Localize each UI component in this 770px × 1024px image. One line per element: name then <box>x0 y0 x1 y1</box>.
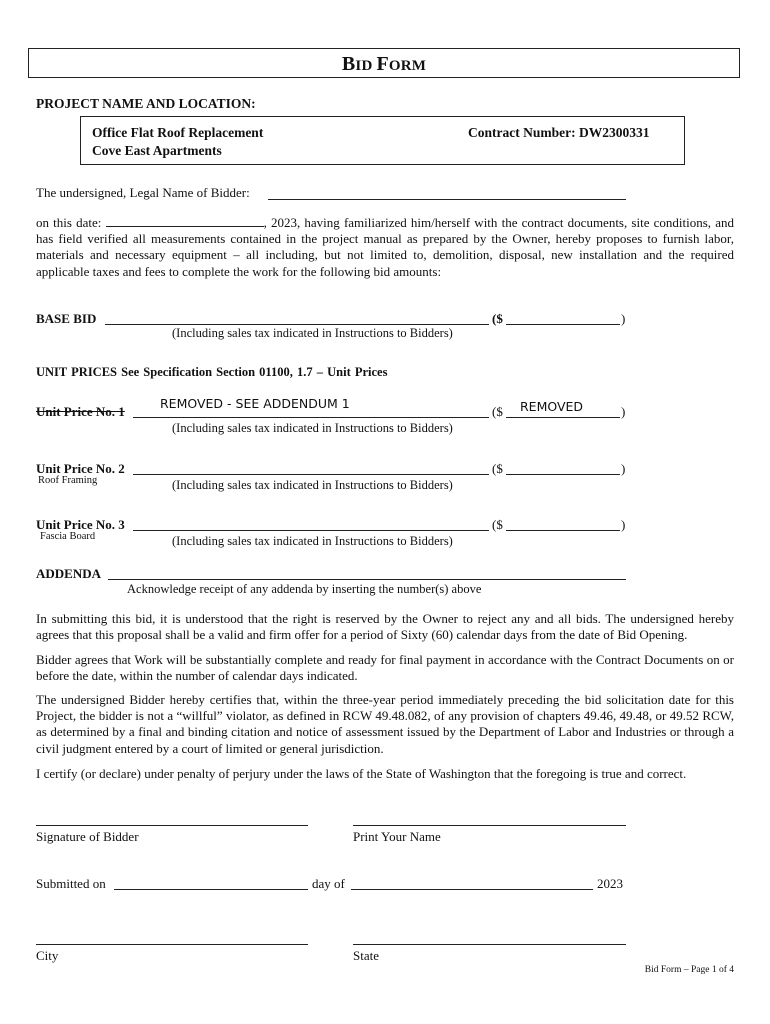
unit-price-2-amount-field[interactable] <box>506 474 620 475</box>
project-box <box>80 116 685 165</box>
project-name: Office Flat Roof Replacement <box>92 125 264 140</box>
addenda-field[interactable] <box>108 579 626 580</box>
base-bid-amount-field[interactable] <box>506 324 620 325</box>
print-name-line[interactable] <box>353 825 626 826</box>
addenda-label: ADDENDA <box>36 566 101 581</box>
bidder-name-field[interactable] <box>268 199 626 200</box>
unit-price-1-label: Unit Price No. 1 <box>36 404 125 419</box>
unit-price-2-close: ) <box>621 461 626 476</box>
submitted-day-field[interactable] <box>114 889 308 890</box>
title-part: B <box>341 53 356 75</box>
unit-price-2-dollar: ($ <box>492 461 503 476</box>
base-bid-words-field[interactable] <box>105 324 489 325</box>
bid-date-field[interactable] <box>106 216 264 227</box>
state-label: State <box>353 948 379 963</box>
unit-price-1-note: (Including sales tax indicated in Instructions to Bidders) <box>172 421 453 435</box>
date-prefix: on this date: <box>36 215 102 230</box>
base-bid-close: ) <box>621 311 626 326</box>
page-footer: Bid Form – Page 1 of 4 <box>644 965 734 975</box>
unit-price-1-close: ) <box>621 404 626 419</box>
unit-price-1-words-field[interactable] <box>133 417 489 418</box>
intro-paragraph <box>36 215 734 280</box>
base-bid-note: (Including sales tax indicated in Instructions to Bidders) <box>172 326 453 340</box>
project-heading: PROJECT NAME AND LOCATION: <box>36 96 256 111</box>
title-part: F <box>376 53 389 75</box>
addenda-note: Acknowledge receipt of any addenda by inserting the number(s) above <box>127 582 482 596</box>
unit-price-2-sub: Roof Framing <box>38 475 98 486</box>
completion-paragraph: Bidder agrees that Work will be substantially complete and ready for final payment in accordance with the Contract Documents on or before the date, within the number of calendar days indicated. <box>36 652 734 684</box>
submitted-month-field[interactable] <box>351 889 593 890</box>
bidder-label: The undersigned, Legal Name of Bidder: <box>36 185 250 200</box>
title-part: ORM <box>388 58 427 74</box>
unit-price-3-words-field[interactable] <box>133 530 489 531</box>
perjury-paragraph: I certify (or declare) under penalty of perjury under the laws of the State of Washington that the foregoing is true and correct. <box>36 766 687 781</box>
day-of-label: day of <box>312 876 345 891</box>
state-line[interactable] <box>353 944 626 945</box>
unit-price-3-amount-field[interactable] <box>506 530 620 531</box>
city-line[interactable] <box>36 944 308 945</box>
signature-label: Signature of Bidder <box>36 829 139 844</box>
print-name-label: Print Your Name <box>353 829 441 844</box>
intro-text: , 2023, having familiarized him/herself with the contract documents, site conditions, and has field verified all measurements contained in the project manual as prepared by the Owner, hereby proposes to furnish labor, materials and necessary equipment – all including, but not limited to, demolition, disposal, new installation and the required applicable taxes and fees to complete the work for the following bid amounts: <box>36 215 734 279</box>
unit-price-2-words-field[interactable] <box>133 474 489 475</box>
form-title <box>28 48 740 78</box>
title-part: ID <box>355 58 377 74</box>
unit-price-2-label: Unit Price No. 2 <box>36 461 125 476</box>
unit-price-3-sub: Fascia Board <box>40 531 96 542</box>
submitted-label: Submitted on <box>36 876 106 891</box>
unit-price-1-amount: REMOVED <box>520 399 584 414</box>
reservation-paragraph: In submitting this bid, it is understood that the right is reserved by the Owner to reject any and all bids. The undersigned hereby agrees that this proposal shall be a valid and firm offer for a period of Sixty (60) calendar days from the date of Bid Opening. <box>36 611 734 643</box>
unit-price-2-note: (Including sales tax indicated in Instructions to Bidders) <box>172 478 453 492</box>
submitted-year: 2023 <box>597 876 623 891</box>
unit-price-1-amount-field[interactable] <box>506 417 620 418</box>
base-bid-dollar: ($ <box>492 311 503 326</box>
unit-price-1-handwritten: REMOVED - SEE ADDENDUM 1 <box>160 396 350 411</box>
unit-prices-heading: UNIT PRICES See Specification Section 01100, 1.7 – Unit Prices <box>36 365 388 379</box>
base-bid-label: BASE BID <box>36 311 97 326</box>
signature-line[interactable] <box>36 825 308 826</box>
unit-price-3-label: Unit Price No. 3 <box>36 517 125 532</box>
project-location: Cove East Apartments <box>92 143 222 158</box>
unit-price-3-note: (Including sales tax indicated in Instructions to Bidders) <box>172 534 453 548</box>
unit-price-1-dollar: ($ <box>492 404 503 419</box>
certification-paragraph: The undersigned Bidder hereby certifies that, within the three-year period immediately preceding the bid solicitation date for this Project, the bidder is not a “willful” violator, as defined in RCW 49.48.082, of any provision of chapters 49.46, 49.48, or 49.52 RCW, as determined by a final and binding citation and notice of assessment issued by the Department of Labor and Industries or through a civil judgment entered by a court of limited or general jurisdiction. <box>36 692 734 756</box>
unit-price-3-close: ) <box>621 517 626 532</box>
contract-number: Contract Number: DW2300331 <box>468 125 650 140</box>
city-label: City <box>36 948 59 963</box>
unit-price-3-dollar: ($ <box>492 517 503 532</box>
